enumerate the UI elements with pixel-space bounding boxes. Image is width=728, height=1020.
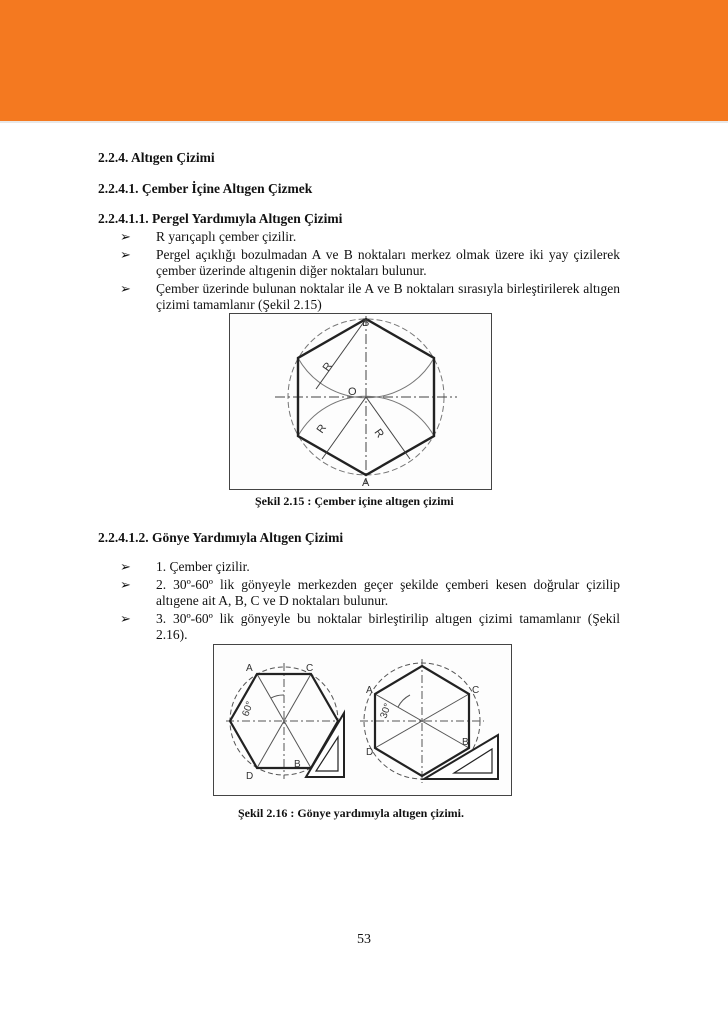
heading-section-2-2-4: 2.2.4. Altıgen Çizimi [98, 150, 215, 165]
point-label-b: B [462, 737, 469, 748]
figure-caption-2-16: Şekil 2.16 : Gönye yardımıyla altıgen çizimi. [238, 806, 464, 820]
radius-label-r: R [371, 426, 386, 441]
angle-label: 60° [240, 700, 256, 719]
bullet-list-gonye [120, 559, 620, 645]
point-label-b: B [294, 759, 301, 770]
figure-caption-2-15: Şekil 2.15 : Çember içine altıgen çizimi [255, 494, 454, 508]
page-number: 53 [357, 932, 371, 947]
point-label-b: B [362, 317, 370, 329]
point-label-d: D [246, 771, 254, 782]
hexagon-compass-diagram [230, 314, 491, 489]
point-label-a: A [366, 685, 373, 696]
radius-label-r: R [314, 422, 330, 436]
orange-header-band [0, 0, 728, 121]
heading-section-2-2-4-1: 2.2.4.1. Çember İçine Altıgen Çizmek [98, 181, 313, 196]
radius-label-r: R [320, 360, 336, 374]
point-label-a: A [362, 477, 370, 489]
list-item [120, 229, 620, 246]
heading-section-2-2-4-1-2: 2.2.4.1.2. Gönye Yardımıyla Altıgen Çizimi [98, 530, 344, 545]
point-label-d: D [366, 747, 374, 758]
list-item [120, 611, 620, 644]
arrow-bullet-icon: ➢ [120, 576, 131, 592]
list-item-text: Pergel açıklığı bozulmadan A ve B noktaları merkez olmak üzere iki yay çizilerek çember üzerinde altıgenin diğer noktaları bulunur. [156, 246, 620, 278]
list-item-text: 2. 30º-60º lik gönyeyle merkezden geçer şekilde çemberi kesen doğrular çizilip altıgene ait A, B, C ve D noktaları bulunur. [156, 576, 620, 608]
list-item-text: R yarıçaplı çember çizilir. [156, 229, 297, 244]
list-item [120, 577, 620, 610]
list-item [120, 247, 620, 280]
list-item [120, 559, 620, 576]
figure-2-16 [213, 644, 512, 796]
point-label-c: C [472, 685, 480, 696]
header-divider [0, 121, 728, 123]
arrow-bullet-icon: ➢ [120, 246, 131, 262]
angle-label: 30° [378, 702, 394, 721]
list-item [120, 281, 620, 314]
heading-section-2-2-4-1-1: 2.2.4.1.1. Pergel Yardımıyla Altıgen Çizimi [98, 211, 343, 226]
arrow-bullet-icon: ➢ [120, 559, 131, 574]
point-label-a: A [246, 663, 253, 674]
bullet-list-pergel [120, 229, 620, 315]
arrow-bullet-icon: ➢ [120, 610, 131, 626]
hexagon-set-square-diagram [214, 645, 511, 795]
list-item-text: Çember üzerinde bulunan noktalar ile A ve B noktaları sırasıyla birleştirilerek altıgen çizimi tamamlanır (Şekil 2.15) [156, 280, 620, 312]
list-item-text: 3. 30º-60º lik gönyeyle bu noktalar birleştirilip altıgen çizimi tamamlanır (Şekil 2.16). [156, 610, 620, 642]
figure-2-15 [229, 313, 492, 490]
arrow-bullet-icon: ➢ [120, 280, 131, 296]
arrow-bullet-icon: ➢ [120, 229, 131, 244]
point-label-o: O [348, 386, 357, 398]
point-label-c: C [306, 663, 314, 674]
list-item-text: 1. Çember çizilir. [156, 559, 250, 574]
